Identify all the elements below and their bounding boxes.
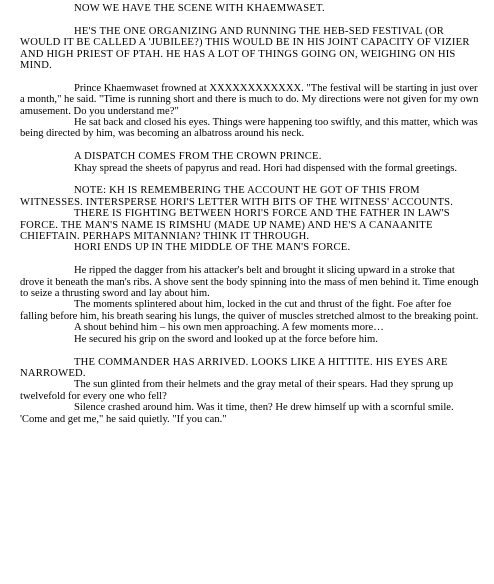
scene-note-khaemwaset: NOW WE HAVE THE SCENE WITH KHAEMWASET.: [74, 3, 325, 14]
scene-note-witnesses: NOTE: KH IS REMEMBERING THE ACCOUNT HE GOT OF THIS FROM WITNESSES. INTERSPERSE HORI'S LETTER WITH BITS OF THE WITNESS' ACCOUNTS.: [20, 185, 454, 208]
story-paragraph: He secured his grip on the sword and looked up at the force before him.: [74, 333, 378, 345]
scene-note-heb-sed: HE'S THE ONE ORGANIZING AND RUNNING THE HEB-SED FESTIVAL (OR WOULD IT BE CALLED A 'JUBILEE?) THIS WOULD BE IN HIS JOINT CAPACITY OF VIZIER AND HIGH PRIEST OF PTAH. HE HAS A LOT OF THINGS GOING ON, WEIGHING ON HIS MIND.: [20, 25, 470, 72]
story-paragraph: He sat back and closed his eyes. Things were happening too swiftly, and this matter, which was being directed by him, was becoming an albatross around his neck.: [20, 117, 478, 140]
story-paragraph: A shout behind him – his own men approaching. A few moments more…: [74, 322, 384, 334]
scene-note-commander: THE COMMANDER HAS ARRIVED. LOOKS LIKE A HITTITE. HIS EYES ARE NARROWED.: [20, 356, 448, 379]
story-paragraph: The moments splintered about him, locked in the cut and thrust of the fight. Foe after foe falling before him, his breath searing his lungs, the quiver of muscles stretched almost to the breaking point.: [20, 299, 479, 322]
scene-note-dispatch: A DISPATCH COMES FROM THE CROWN PRINCE.: [74, 151, 322, 163]
story-paragraph: Silence crashed around him. Was it time, then? He drew himself up with a scornful smile. 'Come and get me," he said quietly. "If you can.": [20, 402, 454, 425]
story-paragraph: Khay spread the sheets of papyrus and read. Hori had dispensed with the formal greetings.: [74, 162, 458, 174]
story-paragraph: He ripped the dagger from his attacker's belt and brought it slicing upward in a stroke that drove it beneath the man's ribs. A shove sent the body spinning into the mass of men behind it. Time enough to seize a thrusting sword and lay about him.: [20, 265, 479, 300]
scene-note-fighting: THERE IS FIGHTING BETWEEN HORI'S FORCE AND THE FATHER IN LAW'S FORCE. THE MAN'S NAME IS RIMSHU (MADE UP NAME) AND HE'S A CANAANITE CHIEFTAIN. PERHAPS MITANNIAN? THINK IT THROUGH.: [20, 208, 450, 243]
story-paragraph: The sun glinted from their helmets and the gray metal of their spears. Had they sprung up twelvefold for every one who fell?: [20, 379, 454, 402]
scene-note-hori: HORI ENDS UP IN THE MIDDLE OF THE MAN'S FORCE.: [74, 242, 351, 254]
story-paragraph: Prince Khaemwaset frowned at XXXXXXXXXXXX. "The festival will be starting in just over a month," he said. "Time is running short and there is much to do. My directions were not given for my own amusement. Do you understand me?": [20, 82, 479, 117]
